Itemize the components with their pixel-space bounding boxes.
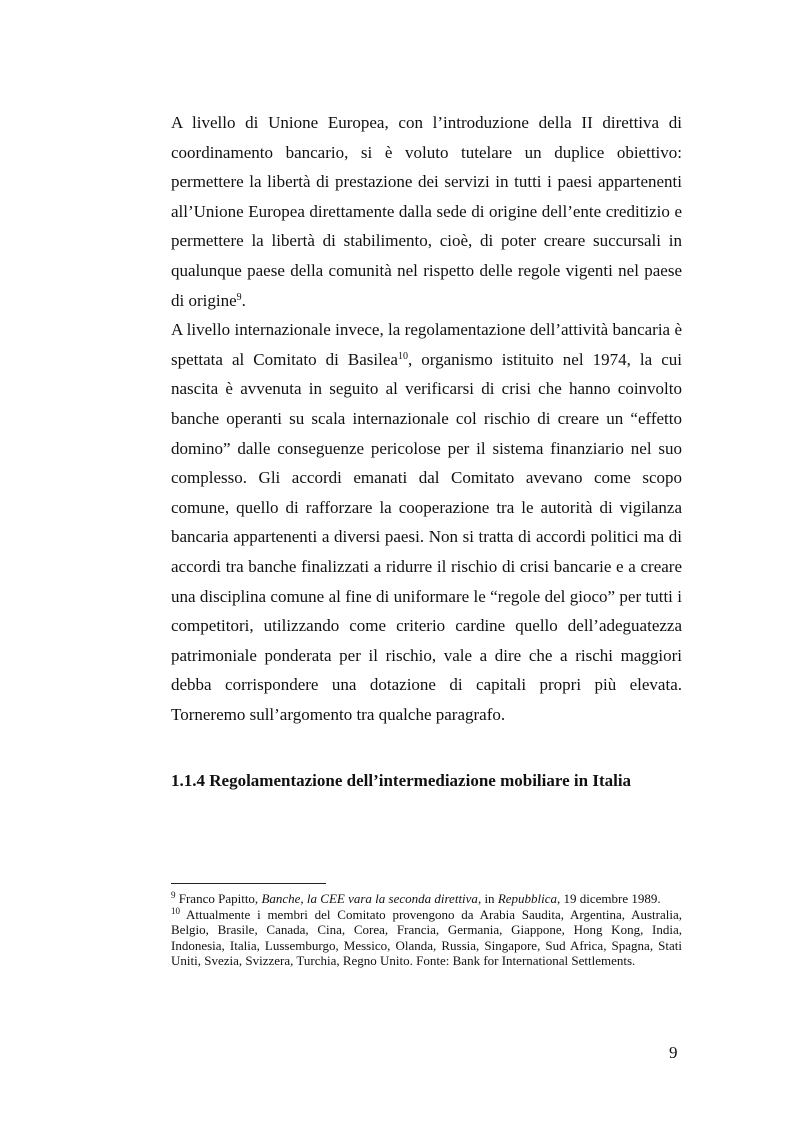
footnote-text: Franco Papitto, — [175, 891, 262, 906]
paragraph-eu-directive — [171, 108, 682, 315]
footnote-text: , 19 dicembre 1989. — [557, 891, 661, 906]
paragraph-basel-committee — [171, 315, 682, 729]
footnote-number: 9 — [171, 890, 176, 900]
footnote-number: 10 — [171, 905, 180, 916]
footnote-text: Attualmente i membri del Comitato provengono da Arabia Saudita, Argentina, Australia, Belgio, Brasile, Canada, Cina, Corea, Francia, Germania, Giappone, Hong Kong, India, Indonesia, Italia, Lussemburgo, Messico, Olanda, Russia, Singapore, Sud Africa, Spagna, Stati Uniti, Svezia, Svizzera, Turchia, Regno Unito. Fonte: Bank for International Settlements. — [171, 906, 682, 969]
paragraph-tail: . — [241, 290, 246, 310]
footnote-separator — [171, 883, 326, 884]
footnote-source: Repubblica — [497, 891, 558, 906]
section-heading: 1.1.4 Regolamentazione dell’intermediazione mobiliare in Italia — [171, 771, 632, 790]
body-text — [171, 108, 682, 729]
footnote-9 — [171, 891, 682, 907]
paragraph-text-b: , organismo istituito nel 1974, la cui nascita è avvenuta in seguito al verificarsi di crisi che hanno coinvolto banche operanti su scala internazionale col rischio di creare un “effetto domino” dalle conseguenze pericolose per il sistema finanziario nel suo complesso. Gli accordi emanati dal Comitato avevano come scopo comune, quello di rafforzare la cooperazione tra le autorità di vigilanza bancaria appartenenti a diversi paesi. Non si tratta di accordi politici ma di accordi tra banche finalizzati a ridurre il rischio di crisi bancarie e a creare una disciplina comune al fine di uniformare le “regole del gioco” per tutti i competitori, utilizzando come criterio cardine quello dell’adeguatezza patrimoniale ponderata per il rischio, vale a dire che a rischi maggiori debba corrispondere una dotazione di capitali propri più elevata. Torneremo sull’argomento tra qualche paragrafo. — [171, 349, 682, 724]
footnote-ref-9[interactable]: 9 — [236, 291, 242, 303]
footnotes — [171, 891, 682, 969]
paragraph-text: A livello di Unione Europea, con l’introduzione della II direttiva di coordinamento bancario, si è voluto tutelare un duplice obiettivo: permettere la libertà di prestazione dei servizi in tutti i paesi appartenenti all’Unione Europea direttamente dalla sede di origine dell’ente creditizio e permettere la libertà di stabilimento, cioè, di poter creare succursali in qualunque paese della comunità nel rispetto delle regole vigenti nel paese di origine — [171, 113, 682, 310]
footnote-article-title: Banche, la CEE vara la seconda direttiva — [261, 891, 478, 906]
footnote-text: , in — [477, 891, 498, 906]
footnote-10 — [171, 907, 682, 969]
paragraph-text-a: A livello internazionale invece, la regolamentazione dell’attività bancaria è spettata al Comitato di Basilea — [171, 320, 682, 369]
footnote-ref-10[interactable]: 10 — [397, 350, 408, 362]
page-number: 9 — [669, 1043, 678, 1062]
